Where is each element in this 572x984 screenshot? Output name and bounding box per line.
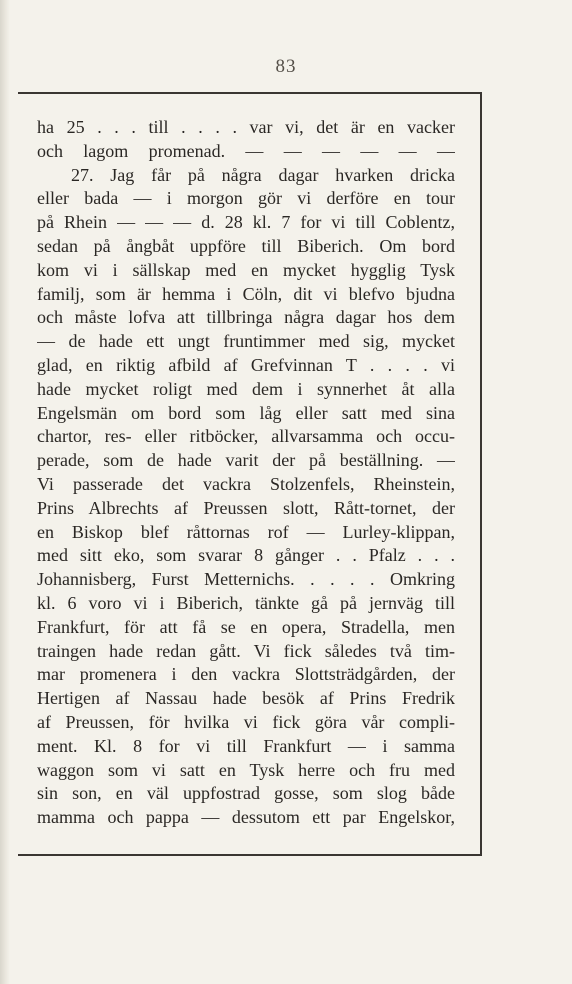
page-binding-edge xyxy=(0,0,10,984)
text-line: sin son, en väl uppfostrad gosse, som slog både xyxy=(37,783,455,804)
text-line: Johannisberg, Furst Metternichs. . . . . Omkring xyxy=(37,569,455,590)
text-line: Hertigen af Nassau hade besök af Prins Fredrik xyxy=(37,688,455,709)
text-line: glad, en riktig afbild af Grefvinnan T . . . . vi xyxy=(37,354,455,375)
text-line: med sitt eko, som svarar 8 gånger . . Pfalz . . . xyxy=(37,545,455,566)
text-line: ha 25 . . . till . . . . var vi, det är en vacker xyxy=(37,117,455,137)
text-line: en Biskop blef råttornas rof — Lurley-klippan, xyxy=(37,521,455,542)
text-line: traingen hade redan gått. Vi fick således två tim- xyxy=(37,640,455,661)
text-line: Frankfurt, för att få se en opera, Stradella, men xyxy=(37,616,455,637)
text-line: mamma och pappa — dessutom ett par Engelskor, xyxy=(37,807,455,828)
text-line: af Preussen, för hvilka vi fick göra vår compli- xyxy=(37,711,455,732)
body-text xyxy=(37,116,455,830)
text-line: 27. Jag får på några dagar hvarken dricka xyxy=(71,164,455,185)
text-line: ment. Kl. 8 for vi till Frankfurt — i samma xyxy=(37,735,455,756)
text-line: — de hade ett ungt fruntimmer med sig, mycket xyxy=(37,331,455,352)
text-line: eller bada — i morgon gör vi derföre en tour xyxy=(37,188,455,209)
text-line: Vi passerade det vackra Stolzenfels, Rheinstein, xyxy=(37,473,455,494)
text-line: och måste lofva att tillbringa några dagar hos dem xyxy=(37,307,455,328)
text-line: kom vi i sällskap med en mycket hygglig Tysk xyxy=(37,259,455,280)
text-line: sedan på ångbåt uppföre till Biberich. Om bord xyxy=(37,235,455,256)
text-line: på Rhein — — — d. 28 kl. 7 for vi till Coblentz, xyxy=(37,212,455,233)
text-line: familj, som är hemma i Cöln, dit vi blefvo bjudna xyxy=(37,283,455,304)
text-line: waggon som vi satt en Tysk herre och fru med xyxy=(37,759,455,780)
text-line: och lagom promenad. — — — — — — xyxy=(37,140,455,161)
text-line: mar promenera i den vackra Slottsträdgården, der xyxy=(37,664,455,685)
page-number: 83 xyxy=(275,56,297,77)
text-line: Prins Albrechts af Preussen slott, Rått-tornet, der xyxy=(37,497,455,518)
text-line: Engelsmän om bord som låg eller satt med sina xyxy=(37,402,455,423)
text-line: perade, som de hade varit der på beställning. — xyxy=(37,450,455,471)
text-line: kl. 6 voro vi i Biberich, tänkte gå på jernväg till xyxy=(37,592,455,613)
text-line: chartor, res- eller ritböcker, allvarsamma och occu- xyxy=(37,426,455,447)
text-line: hade mycket roligt med dem i synnerhet åt alla xyxy=(37,378,455,399)
